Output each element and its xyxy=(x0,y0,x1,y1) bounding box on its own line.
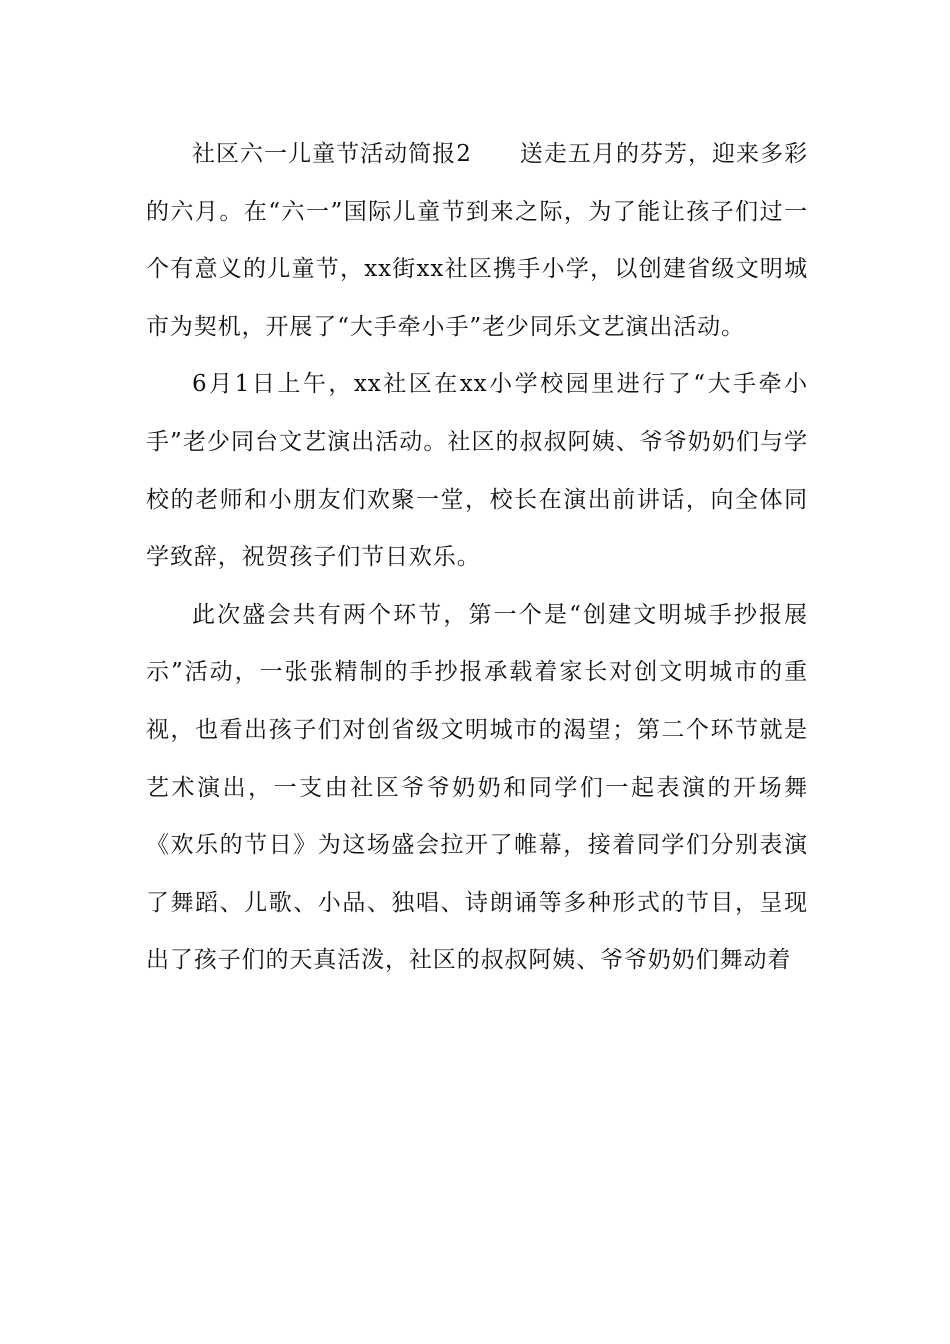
paragraph-program: 此次盛会共有两个环节，第一个是“创建文明城手抄报展示”活动，一张张精制的手抄报承载着家长对创文明城市的重视，也看出孩子们对创省级文明城市的渴望；第二个环节就是艺术演出，一支由社区爷爷奶奶和同学们一起表演的开场舞《欢乐的节日》为这场盛会拉开了帷幕，接着同学们分别表演了舞蹈、儿歌、小品、独唱、诗朗诵等多种形式的节目，呈现出了孩子们的天真活泼，社区的叔叔阿姨、爷爷奶奶们舞动着 xyxy=(146,601,808,974)
document-body xyxy=(146,126,808,990)
paragraph-intro: 社区六一儿童节活动简报2 送走五月的芬芳，迎来多彩的六月。在“六一”国际儿童节到来之际，为了能让孩子们过一个有意义的儿童节，xx街xx社区携手小学，以创建省级文明城市为契机，开展了“大手牵小手”老少同乐文艺演出活动。 xyxy=(146,141,808,340)
paragraph-event: 6月1日上午，xx社区在xx小学校园里进行了“大手牵小手”老少同台文艺演出活动。社区的叔叔阿姨、爷爷奶奶们与学校的老师和小朋友们欢聚一堂，校长在演出前讲话，向全体同学致辞，祝贺孩子们节日欢乐。 xyxy=(146,371,808,571)
